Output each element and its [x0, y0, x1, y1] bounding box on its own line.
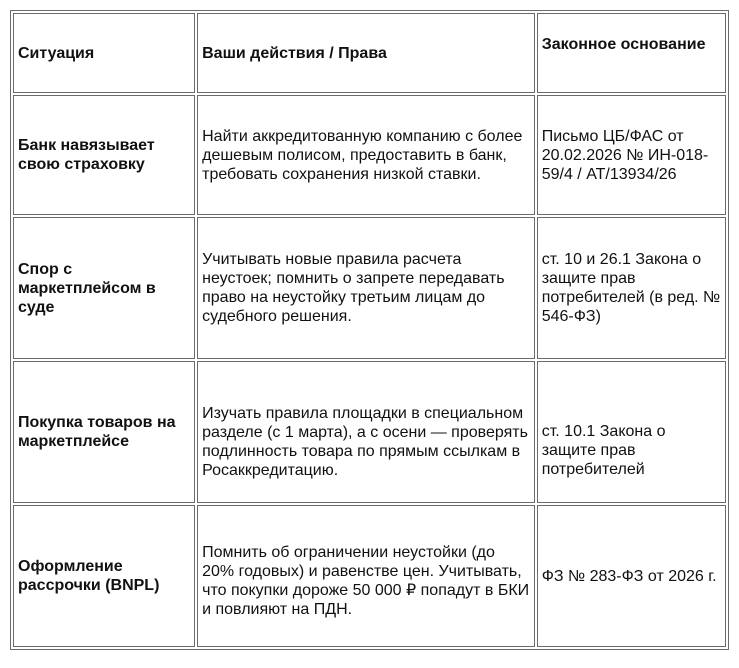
header-basis: Законное основание [537, 13, 726, 93]
table-header-row [13, 13, 726, 93]
legal-rights-table [10, 10, 729, 650]
cell-actions: Помнить об ограничении неустойки (до 20% годовых) и равенстве цен. Учитывать, что покупки дороже 50 000 ₽ попадут в БКИ и повлияют на ПДН. [197, 505, 535, 647]
cell-actions: Изучать правила площадки в специальном разделе (с 1 марта), а с осени — проверять подлинность товара по прямым ссылкам в Росаккредитацию. [197, 361, 535, 503]
table-row [13, 361, 726, 503]
table-row [13, 95, 726, 215]
header-situation: Ситуация [13, 13, 195, 93]
header-actions: Ваши действия / Права [197, 13, 535, 93]
cell-situation: Банк навязывает свою страховку [13, 95, 195, 215]
cell-basis: ФЗ № 283-ФЗ от 2026 г. [537, 505, 726, 647]
cell-situation: Спор с маркетплейсом в суде [13, 217, 195, 359]
cell-basis: ст. 10 и 26.1 Закона о защите прав потребителей (в ред. № 546-ФЗ) [537, 217, 726, 359]
cell-actions: Учитывать новые правила расчета неустоек; помнить о запрете передавать право на неустойку третьим лицам до судебного решения. [197, 217, 535, 359]
cell-situation: Покупка товаров на маркетплейсе [13, 361, 195, 503]
cell-basis: ст. 10.1 Закона о защите прав потребителей [537, 361, 726, 503]
table-row [13, 505, 726, 647]
cell-basis: Письмо ЦБ/ФАС от 20.02.2026 № ИН-018-59/4 / АТ/13934/26 [537, 95, 726, 215]
cell-actions: Найти аккредитованную компанию с более дешевым полисом, предоставить в банк, требовать сохранения низкой ставки. [197, 95, 535, 215]
cell-situation: Оформление рассрочки (BNPL) [13, 505, 195, 647]
table-row [13, 217, 726, 359]
